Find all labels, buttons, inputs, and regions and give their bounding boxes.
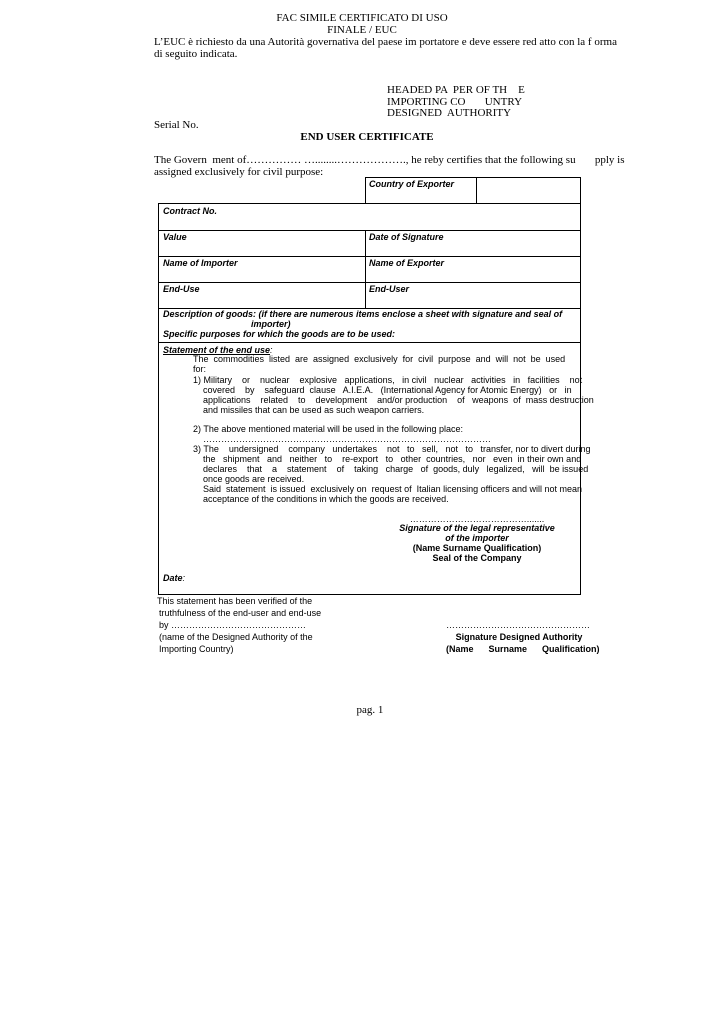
statement-item-1: 1) Military or nuclear explosive applications, in civil nuclear activities in facilities not bbox=[193, 375, 583, 385]
date-label: Date bbox=[163, 573, 183, 583]
end-user-field: End-User bbox=[369, 284, 410, 294]
form-column-divider bbox=[365, 230, 366, 308]
end-use-field: End-Use bbox=[163, 284, 200, 294]
form-row-divider bbox=[158, 342, 581, 343]
date-field bbox=[163, 573, 185, 583]
statement-item-3: acceptance of the conditions in which the goods are received. bbox=[203, 494, 449, 504]
page-number: pag. 1 bbox=[356, 704, 384, 716]
intro-text-line2: di seguito indicata. bbox=[154, 48, 238, 60]
description-of-goods-label-cont: importer) bbox=[251, 319, 291, 329]
headed-paper-line2: IMPORTING CO UNTRY bbox=[387, 96, 523, 108]
statement-item-3: Said statement is issued exclusively on request of Italian licensing officers and will not mean bbox=[203, 484, 583, 494]
verification-by-line: by ……………………………………… bbox=[159, 620, 307, 630]
importer-signature-caption: Signature of the legal representative bbox=[399, 523, 555, 533]
importer-name-qualification: (Name Surname Qualification) bbox=[412, 543, 542, 553]
name-of-importer-field: Name of Importer bbox=[163, 258, 238, 268]
authority-signature-caption: Signature Designed Authority bbox=[455, 632, 583, 642]
headed-paper-line1: HEADED PA PER OF TH E bbox=[387, 84, 525, 96]
verification-text: (name of the Designed Authority of the bbox=[159, 632, 313, 642]
verification-text: truthfulness of the end-user and end-use bbox=[159, 608, 322, 618]
certificate-title: END USER CERTIFICATE bbox=[300, 131, 434, 143]
statement-item-3: declares that a statement of taking charge of goods, duly legalized, will be issued bbox=[203, 464, 589, 474]
authority-signature-line: ………………………………………… bbox=[446, 620, 590, 630]
statement-item-1: and missiles that can be used as such weapon carriers. bbox=[203, 405, 425, 415]
specific-purposes-label: Specific purposes for which the goods are to be used: bbox=[163, 329, 396, 339]
statement-label-colon: : bbox=[270, 345, 273, 355]
country-box-divider bbox=[476, 177, 477, 203]
statement-item-2: 2) The above mentioned material will be used in the following place: bbox=[193, 424, 463, 434]
importer-signature-line: …………………………………....... bbox=[409, 514, 545, 524]
doc-title-line1: FAC SIMILE CERTIFICATO DI USO bbox=[276, 12, 448, 24]
statement-item-3: the shipment and neither to re-export to other countries, nor even in their own and bbox=[203, 454, 582, 464]
serial-no-label: Serial No. bbox=[154, 119, 199, 131]
date-of-signature-field: Date of Signature bbox=[369, 232, 444, 242]
form-row-divider bbox=[158, 256, 581, 257]
company-seal-caption: Seal of the Company bbox=[432, 553, 522, 563]
govt-statement-line1: The Govern ment of…………… …........………………., he reby certifies that the following su pply is bbox=[154, 154, 625, 166]
value-field: Value bbox=[163, 232, 187, 242]
description-of-goods-label: Description of goods: (if there are numerous items enclose a sheet with signature and seal of bbox=[163, 309, 563, 319]
statement-label-text: Statement of the end use bbox=[163, 345, 271, 355]
statement-item-3: 3) The undersigned company undertakes not to sell, not to transfer, nor to divert during bbox=[193, 444, 591, 454]
doc-title-line2: FINALE / EUC bbox=[327, 24, 397, 36]
verification-text: Importing Country) bbox=[159, 644, 234, 654]
contract-no-field: Contract No. bbox=[163, 206, 217, 216]
verification-text: This statement has been verified of the bbox=[157, 596, 313, 606]
form-row-divider bbox=[158, 282, 581, 283]
country-of-exporter-label: Country of Exporter bbox=[369, 179, 455, 189]
name-of-exporter-field: Name of Exporter bbox=[369, 258, 445, 268]
date-colon: : bbox=[182, 573, 186, 583]
statement-item-3: once goods are received. bbox=[203, 474, 305, 484]
authority-name-qualification: (Name Surname Qualification) bbox=[446, 644, 600, 654]
statement-item-1: applications related to development and/or production of weapons of mass destruction bbox=[203, 395, 594, 405]
headed-paper-line3: DESIGNED AUTHORITY bbox=[387, 107, 512, 119]
statement-item-1: covered by safeguard clause A.I.E.A. (International Agency for Atomic Energy) or in bbox=[203, 385, 572, 395]
statement-paragraph: The commodities listed are assigned exclusively for civil purpose and will not be used bbox=[193, 354, 566, 364]
statement-paragraph: for: bbox=[193, 364, 207, 374]
form-row-divider bbox=[158, 230, 581, 231]
govt-statement-line2: assigned exclusively for civil purpose: bbox=[154, 166, 324, 178]
intro-text-line1: L’EUC è richiesto da una Autorità governativa del paese im portatore e deve essere red atto con la f orma bbox=[154, 36, 617, 48]
statement-item-2-dots: …………………………………………………………………………………… bbox=[203, 434, 491, 444]
importer-signature-caption: of the importer bbox=[445, 533, 509, 543]
